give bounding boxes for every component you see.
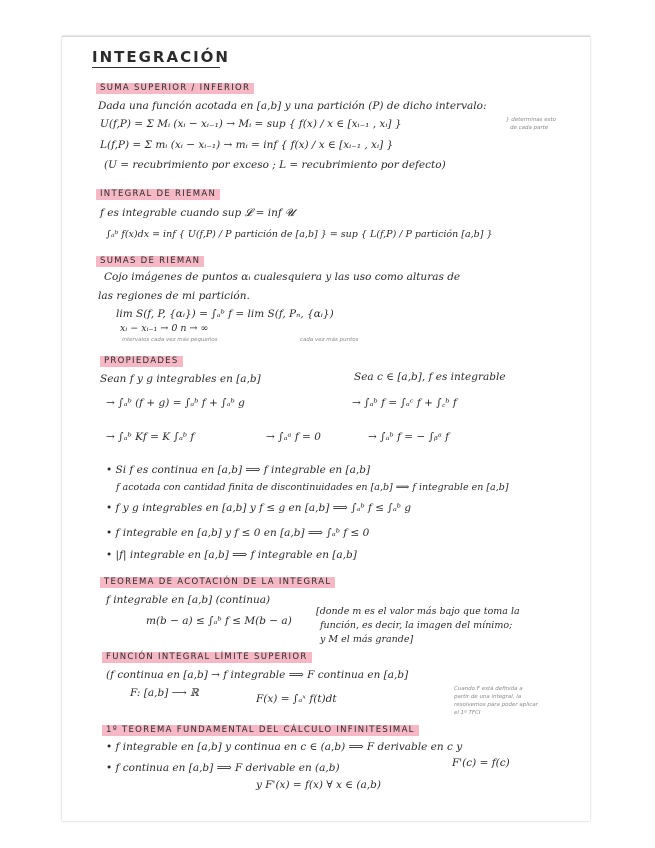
formula-F: F(x) = ∫ₐˣ f(t)dt: [256, 693, 337, 705]
annotation-note: cada vez más puntos: [300, 337, 359, 343]
property-bullet: • f integrable en [a,b] y f ≤ 0 en [a,b] ⟹ ∫ₐᵇ f ≤ 0: [106, 527, 370, 539]
formula-riemann-integral: ∫ₐᵇ f(x)dx = inf { U(f,P) / P partición de [a,b] } = sup { L(f,P) / P partición [a,b] }: [106, 229, 493, 240]
property-reverse: → ∫ₐᵇ f = − ∫ᵦᵃ f: [368, 431, 450, 443]
property-linearity: → ∫ₐᵇ (f + g) = ∫ₐᵇ f + ∫ₐᵇ g: [106, 397, 245, 409]
title-underline: [92, 67, 220, 68]
section-header-tfci: 1º TEOREMA FUNDAMENTAL DEL CÁLCULO INFINITESIMAL: [102, 725, 419, 736]
section-header-acotacion: TEOREMA DE ACOTACIÓN DE LA INTEGRAL: [100, 577, 335, 588]
page-title: INTEGRACIÓN: [92, 48, 230, 66]
property-additivity: → ∫ₐᵇ f = ∫ₐᶜ f + ∫꜀ᵇ f: [352, 397, 457, 409]
formula-upper-sum: U(f,P) = Σ Mᵢ (xᵢ − xᵢ₋₁) → Mᵢ = sup { f(x) / x ∈ [xᵢ₋₁ , xᵢ] }: [100, 118, 402, 130]
text-line: f es integrable cuando sup 𝓛 = inf 𝓤: [100, 207, 295, 219]
property-bullet: • Si f es continua en [a,b] ⟹ f integrable en [a,b]: [106, 464, 371, 476]
section-header-sumas-riemann: SUMAS DE RIEMAN: [96, 256, 204, 267]
annotation-note: intervalos cada vez más pequeños: [122, 337, 218, 343]
section-header-funcion-limite: FUNCIÓN INTEGRAL LÍMITE SUPERIOR: [102, 652, 312, 663]
margin-note: Cuando F está definida a: [454, 686, 523, 692]
margin-note: partir de una integral, la: [454, 694, 522, 700]
formula-bound: m(b − a) ≤ ∫ₐᵇ f ≤ M(b − a): [146, 615, 292, 627]
section-header-sumas: SUMA SUPERIOR / INFERIOR: [96, 83, 254, 94]
text-line: función, es decir, la imagen del mínimo;: [320, 620, 513, 631]
formula-map: F: [a,b] ⟶ ℝ: [130, 687, 199, 699]
margin-note: de cada parte: [510, 125, 549, 131]
text-line: f integrable en [a,b] (continua): [106, 594, 271, 606]
text-line: (U = recubrimiento por exceso ; L = recubrimiento por defecto): [104, 159, 446, 171]
theorem-line: • f continua en [a,b] ⟹ F derivable en (a,b): [106, 762, 340, 774]
property-bullet: f acotada con cantidad finita de discontinuidades en [a,b] ⟹ f integrable en [a,b]: [116, 482, 509, 493]
text-line: Sea c ∈ [a,b], f es integrable: [354, 371, 506, 383]
property-bullet: • f y g integrables en [a,b] y f ≤ g en [a,b] ⟹ ∫ₐᵇ f ≤ ∫ₐᵇ g: [106, 502, 412, 514]
text-line: [donde m es el valor más bajo que toma la: [316, 606, 520, 617]
margin-note: resolvemos para poder aplicar: [454, 702, 538, 708]
property-zero: → ∫ₐᵃ f = 0: [266, 431, 321, 443]
section-header-propiedades: PROPIEDADES: [100, 356, 183, 367]
text-line: Sean f y g integrables en [a,b]: [100, 373, 261, 385]
text-line: (f continua en [a,b] → f integrable ⟹ F continua en [a,b]: [106, 669, 409, 681]
formula-lower-sum: L(f,P) = Σ mᵢ (xᵢ − xᵢ₋₁) → mᵢ = inf { f(x) / x ∈ [xᵢ₋₁ , xᵢ] }: [100, 139, 394, 151]
text-line: Cojo imágenes de puntos αᵢ cualesquiera y las uso como alturas de: [104, 271, 461, 283]
text-line: Dada una función acotada en [a,b] y una partición (P) de dicho intervalo:: [98, 100, 487, 112]
text-line: las regiones de mi partición.: [98, 290, 250, 302]
property-bullet: • |f| integrable en [a,b] ⟹ f integrable en [a,b]: [106, 549, 357, 561]
text-line: y M el más grande]: [320, 634, 414, 645]
formula-limits: xᵢ − xᵢ₋₁ → 0 n → ∞: [120, 323, 209, 334]
formula-riemann-sum: lim S(f, P, {αᵢ}) = ∫ₐᵇ f = lim S(f, Pₙ, {αᵢ}): [116, 308, 334, 320]
formula-derivative-all: y F'(x) = f(x) ∀ x ∈ (a,b): [256, 779, 381, 791]
theorem-line: • f integrable en [a,b] y continua en c ∈ (a,b) ⟹ F derivable en c y: [106, 741, 463, 753]
section-header-riemann: INTEGRAL DE RIEMAN: [96, 189, 220, 200]
property-constant: → ∫ₐᵇ Kf = K ∫ₐᵇ f: [106, 431, 195, 443]
formula-derivative: F'(c) = f(c): [452, 757, 510, 769]
margin-note: el 1º TFCI: [454, 710, 481, 716]
margin-note: } determinas esto: [506, 117, 557, 123]
